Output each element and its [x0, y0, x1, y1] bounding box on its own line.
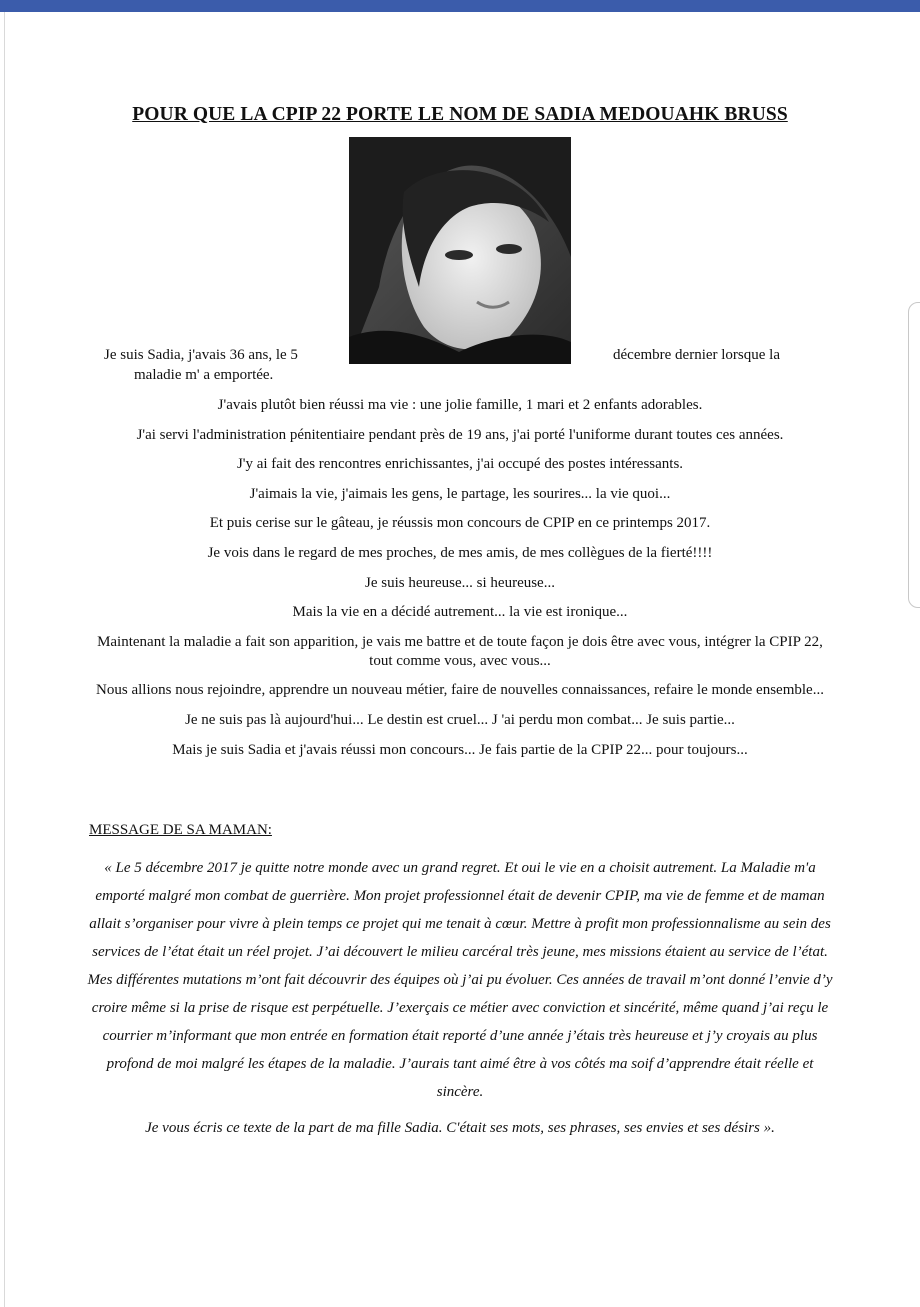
story-section: [84, 396, 836, 770]
story-paragraph: J'y ai fait des rencontres enrichissantes, j'ai occupé des postes intéressants.: [236, 456, 684, 473]
story-paragraph: Mais la vie en a décidé autrement... la vie est ironique...: [292, 604, 628, 621]
story-paragraph: J'ai servi l'administration pénitentiaire pendant près de 19 ans, j'ai porté l'uniforme durant toutes ces années.: [136, 426, 784, 443]
app-top-bar: [0, 0, 920, 12]
page-left-edge: [4, 12, 5, 1307]
message-paragraph: Je vous écris ce texte de la part de ma fille Sadia. C'était ses mots, ses phrases, ses envies et ses désirs ».: [145, 1120, 775, 1136]
intro-text-continuation: maladie m' a emportée.: [134, 367, 274, 383]
document-title: POUR QUE LA CPIP 22 PORTE LE NOM DE SADIA MEDOUAHK BRUSS: [132, 104, 788, 125]
story-paragraph: Maintenant la maladie a fait son apparition, je vais me battre et de toute façon je dois être avec vous, intégrer la CPIP 22, tout comme vous, avec vous...: [97, 633, 823, 669]
portrait-photo: [349, 137, 571, 364]
scroll-handle[interactable]: [908, 302, 920, 608]
story-paragraph: Je suis heureuse... si heureuse...: [365, 574, 555, 591]
message-section: [86, 854, 834, 1150]
message-paragraph: « Le 5 décembre 2017 je quitte notre monde avec un grand regret. Et oui le vie en a choisit autrement. La Maladie m'a emporté malgré mon combat de guerrière. Mon projet professionnel était de devenir CPIP, ma vie de femme et de maman allait s’organiser pour vivre à plein temps ce projet qui me tenait à cœur. Mettre à profit mon professionnalisme au sein des services de l’état était un réel projet. J’ai découvert le milieu carcéral très jeune, mes missions étaient au service de l’état. Mes différentes mutations m’ont fait découvrir des équipes où j’ai pu évoluer. Ces années de travail m’ont donné l’envie d’y croire même si la prise de risque est perpétuelle. J’exerçais ce métier avec conviction et sincérité, même quand j’ai reçu le courrier m’informant que mon entrée en formation était reporté d’une année j’étais très heureuse et j’y croyais au plus profond de moi malgré les étapes de la maladie. J’aurais tant aimé être à vos côtés ma soif d’apprendre était réelle et sincère.: [87, 860, 833, 1100]
intro-text-left: Je suis Sadia, j'avais 36 ans, le 5: [104, 347, 298, 363]
story-paragraph: Je vois dans le regard de mes proches, de mes amis, de mes collègues de la fierté!!!!: [207, 544, 713, 561]
message-heading: MESSAGE DE SA MAMAN:: [89, 822, 272, 838]
intro-text-right: décembre dernier lorsque la: [613, 347, 780, 363]
story-paragraph: J'avais plutôt bien réussi ma vie : une jolie famille, 1 mari et 2 enfants adorables.: [217, 397, 703, 413]
story-paragraph: Et puis cerise sur le gâteau, je réussis mon concours de CPIP en ce printemps 2017.: [209, 515, 711, 532]
story-paragraph: Nous allions nous rejoindre, apprendre un nouveau métier, faire de nouvelles connaissances, refaire le monde ensemble...: [96, 682, 824, 699]
story-paragraph: Mais je suis Sadia et j'avais réussi mon concours... Je fais partie de la CPIP 22... pour toujours...: [172, 741, 748, 758]
portrait-photo-icon: [349, 137, 571, 364]
story-paragraph: J'aimais la vie, j'aimais les gens, le partage, les sourires... la vie quoi...: [249, 485, 671, 502]
story-paragraph: Je ne suis pas là aujourd'hui... Le destin est cruel... J 'ai perdu mon combat... Je suis partie...: [185, 711, 735, 728]
